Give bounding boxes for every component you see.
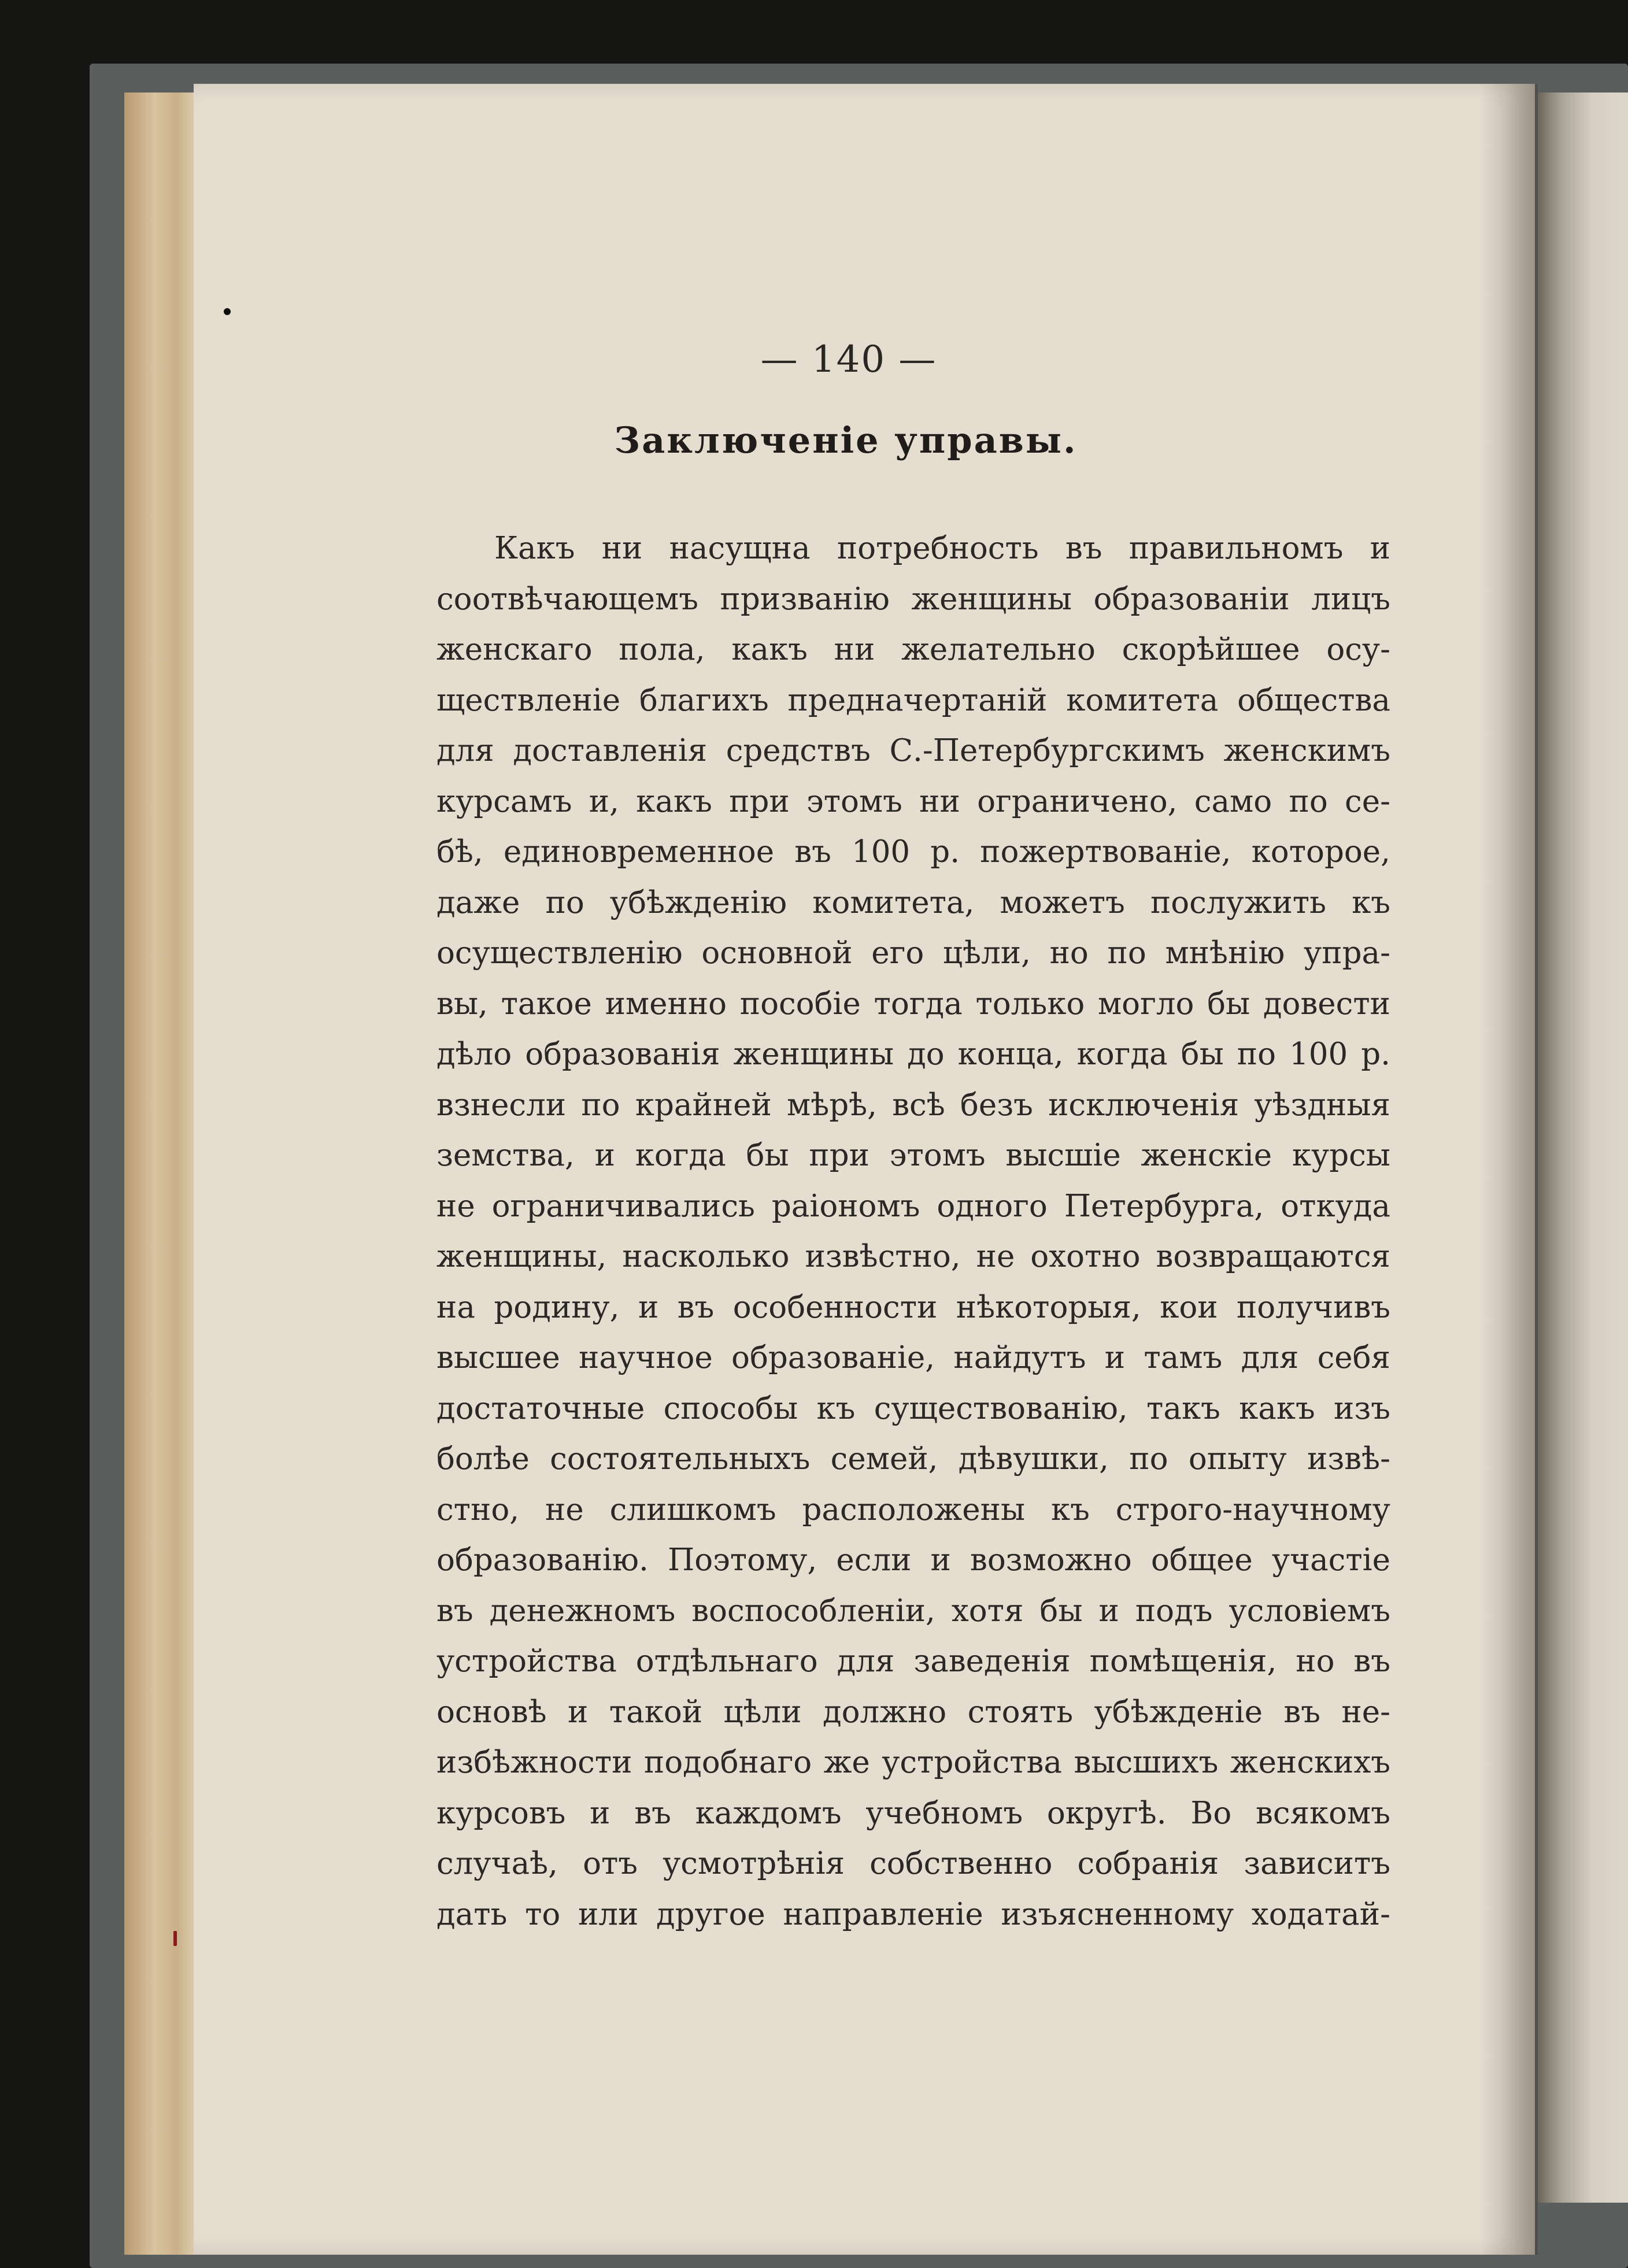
- text-line: устройства отдѣльнаго для заведенія помѣщенія, но въ: [436, 1644, 1390, 1679]
- text-line: земства, и когда бы при этомъ высшіе женскіе курсы: [436, 1138, 1390, 1173]
- text-line: Какъ ни насущна потребность въ правильномъ и: [494, 531, 1390, 566]
- page-number: — 140 —: [760, 338, 937, 381]
- text-line: основѣ и такой цѣли должно стоять убѣжденіе въ не-: [436, 1694, 1390, 1730]
- text-line: достаточные способы къ существованію, такъ какъ изъ: [436, 1390, 1390, 1426]
- text-line: соотвѣчающемъ призванію женщины образованіи лицъ: [436, 581, 1390, 617]
- text-line: избѣжности подобнаго же устройства высшихъ женскихъ: [436, 1745, 1390, 1780]
- ink-speck: [224, 308, 231, 315]
- text-line: случаѣ, отъ усмотрѣнія собственно собранія зависитъ: [436, 1846, 1390, 1881]
- page-stack-edges: [124, 93, 199, 2255]
- section-heading: Заключеніе управы.: [614, 419, 1078, 461]
- text-line: дѣло образованія женщины до конца, когда бы по 100 р.: [436, 1037, 1390, 1072]
- text-line: осуществленію основной его цѣли, но по мнѣнію упра-: [436, 935, 1390, 971]
- text-line: болѣе состоятельныхъ семей, дѣвушки, по опыту извѣ-: [436, 1441, 1390, 1477]
- text-line: для доставленія средствъ С.-Петербургскимъ женскимъ: [436, 733, 1390, 768]
- text-line: даже по убѣжденію комитета, можетъ послужить къ: [436, 885, 1390, 920]
- text-line: въ денежномъ воспособленіи, хотя бы и подъ условіемъ: [436, 1593, 1390, 1629]
- text-line: образованію. Поэтому, если и возможно общее участіе: [436, 1542, 1390, 1578]
- text-line: курсовъ и въ каждомъ учебномъ округѣ. Во всякомъ: [436, 1795, 1390, 1831]
- red-margin-mark: [173, 1931, 177, 1946]
- gutter-shadow: [1480, 84, 1538, 2255]
- text-line: вы, такое именно пособіе тогда только могло бы довести: [436, 986, 1390, 1022]
- text-line: курсамъ и, какъ при этомъ ни ограничено, само по се-: [436, 783, 1390, 819]
- text-line: дать то или другое направленіе изъясненному ходатай-: [436, 1896, 1390, 1932]
- text-line: женщины, насколько извѣстно, не охотно возвращаются: [436, 1239, 1390, 1274]
- text-line: стно, не слишкомъ расположены къ строго-научному: [436, 1492, 1390, 1527]
- text-line: взнесли по крайней мѣрѣ, всѣ безъ исключенія уѣздныя: [436, 1087, 1390, 1123]
- text-line: не ограничивались раіономъ одного Петербурга, откуда: [436, 1188, 1390, 1224]
- text-line: женскаго пола, какъ ни желательно скорѣйшее осу-: [436, 632, 1390, 667]
- text-line: высшее научное образованіе, найдутъ и тамъ для себя: [436, 1340, 1390, 1375]
- text-line: бѣ, единовременное въ 100 р. пожертвованіе, которое,: [436, 834, 1390, 870]
- facing-page-edge: [1538, 93, 1628, 2203]
- body-text: [436, 523, 1390, 1940]
- text-line: ществленіе благихъ предначертаній комитета общества: [436, 682, 1390, 718]
- text-line: на родину, и въ особенности нѣкоторыя, кои получивъ: [436, 1289, 1390, 1325]
